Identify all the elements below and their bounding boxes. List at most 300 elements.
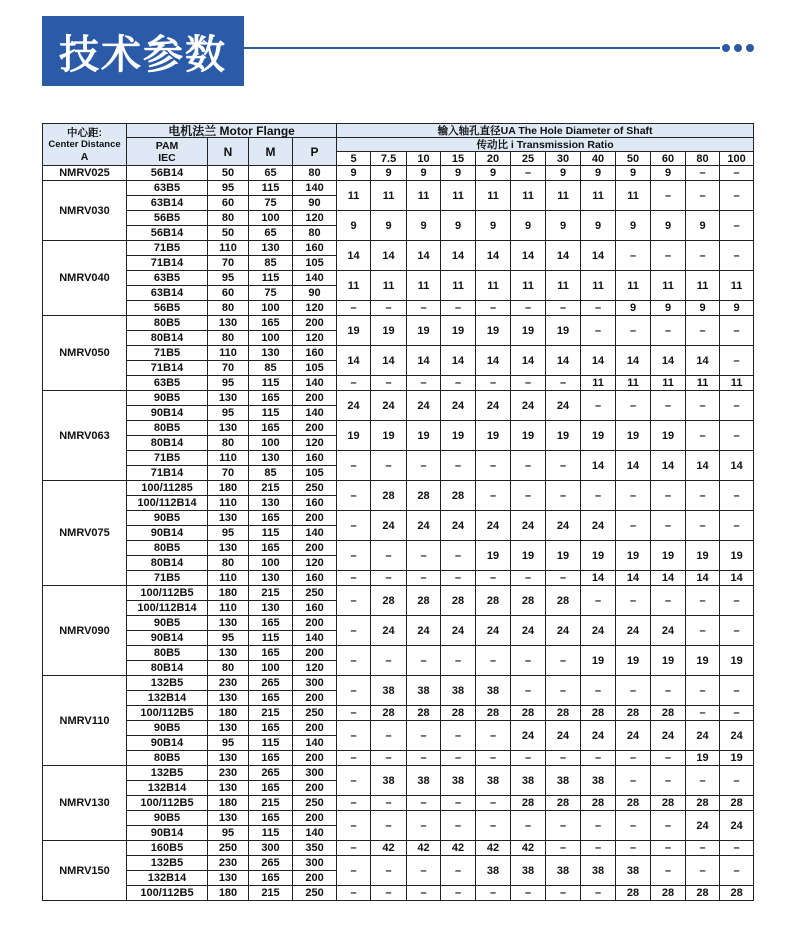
shaft-diameter-cell: 28: [371, 706, 407, 721]
shaft-diameter-cell: –: [337, 706, 371, 721]
shaft-diameter-cell: –: [651, 391, 686, 421]
shaft-diameter-cell: –: [337, 511, 371, 541]
shaft-diameter-cell: 24: [511, 391, 546, 421]
shaft-diameter-cell: –: [581, 481, 616, 511]
shaft-diameter-cell: –: [337, 586, 371, 616]
shaft-diameter-cell: 38: [546, 766, 581, 796]
dot-icon: [734, 44, 742, 52]
p-cell: 200: [293, 511, 337, 526]
m-cell: 130: [249, 571, 293, 586]
ratio-header-cell: 7.5: [371, 152, 407, 166]
n-cell: 95: [208, 736, 249, 751]
shaft-diameter-cell: –: [407, 376, 441, 391]
shaft-diameter-cell: –: [616, 841, 651, 856]
n-cell: 130: [208, 871, 249, 886]
shaft-diameter-cell: 24: [581, 616, 616, 646]
shaft-diameter-cell: –: [337, 646, 371, 676]
flange-cell: 132B5: [127, 676, 208, 691]
ratio-header-cell: 80: [686, 152, 720, 166]
m-cell: 215: [249, 481, 293, 496]
n-cell: 95: [208, 406, 249, 421]
p-cell: 200: [293, 391, 337, 406]
shaft-diameter-cell: –: [720, 316, 754, 346]
m-cell: 100: [249, 661, 293, 676]
model-cell: NMRV110: [43, 676, 127, 766]
shaft-diameter-cell: –: [720, 391, 754, 421]
shaft-diameter-cell: 28: [441, 586, 476, 616]
n-cell: 130: [208, 781, 249, 796]
shaft-diameter-cell: –: [651, 841, 686, 856]
m-cell: 85: [249, 361, 293, 376]
header-row: [43, 138, 754, 152]
shaft-diameter-cell: 19: [511, 541, 546, 571]
model-cell: NMRV150: [43, 841, 127, 901]
m-cell: 65: [249, 166, 293, 181]
shaft-diameter-cell: 11: [407, 271, 441, 301]
table-row: [43, 316, 754, 331]
m-cell: 115: [249, 376, 293, 391]
shaft-diameter-cell: 24: [407, 511, 441, 541]
shaft-diameter-cell: –: [371, 301, 407, 316]
shaft-diameter-cell: 42: [407, 841, 441, 856]
n-cell: 130: [208, 421, 249, 436]
flange-cell: 90B5: [127, 511, 208, 526]
n-cell: 180: [208, 706, 249, 721]
p-cell: 120: [293, 556, 337, 571]
shaft-diameter-cell: 28: [686, 886, 720, 901]
p-cell: 80: [293, 226, 337, 241]
n-cell: 230: [208, 676, 249, 691]
m-cell: 265: [249, 676, 293, 691]
shaft-diameter-cell: –: [337, 376, 371, 391]
shaft-diameter-cell: –: [476, 481, 511, 511]
shaft-diameter-cell: –: [546, 811, 581, 841]
shaft-diameter-cell: 14: [581, 241, 616, 271]
n-cell: 50: [208, 226, 249, 241]
p-cell: 120: [293, 661, 337, 676]
shaft-diameter-cell: 24: [686, 811, 720, 841]
shaft-diameter-cell: –: [651, 676, 686, 706]
shaft-diameter-cell: 38: [476, 766, 511, 796]
m-cell: 130: [249, 496, 293, 511]
table-row: [43, 346, 754, 361]
shaft-diameter-cell: –: [371, 721, 407, 751]
shaft-diameter-cell: –: [616, 511, 651, 541]
shaft-diameter-cell: 24: [686, 721, 720, 751]
shaft-diameter-cell: –: [407, 301, 441, 316]
shaft-diameter-cell: 11: [441, 181, 476, 211]
shaft-diameter-cell: –: [651, 856, 686, 886]
shaft-diameter-cell: 38: [546, 856, 581, 886]
shaft-diameter-cell: 28: [546, 586, 581, 616]
shaft-diameter-cell: 14: [686, 451, 720, 481]
shaft-diameter-cell: –: [686, 166, 720, 181]
m-cell: 100: [249, 211, 293, 226]
flange-cell: 71B14: [127, 466, 208, 481]
table-row: [43, 391, 754, 406]
n-cell: 80: [208, 661, 249, 676]
dot-icon: [722, 44, 730, 52]
shaft-diameter-cell: 11: [720, 376, 754, 391]
table-row: [43, 571, 754, 586]
flange-cell: 80B5: [127, 751, 208, 766]
n-cell: 95: [208, 181, 249, 196]
flange-cell: 132B14: [127, 691, 208, 706]
flange-cell: 90B14: [127, 526, 208, 541]
p-cell: 90: [293, 196, 337, 211]
shaft-diameter-cell: 14: [476, 241, 511, 271]
p-cell: 105: [293, 361, 337, 376]
p-cell: 300: [293, 856, 337, 871]
p-cell: 140: [293, 826, 337, 841]
shaft-diameter-cell: 14: [546, 346, 581, 376]
m-cell: 165: [249, 691, 293, 706]
m-cell: 215: [249, 706, 293, 721]
shaft-diameter-cell: 28: [720, 886, 754, 901]
p-cell: 80: [293, 166, 337, 181]
shaft-diameter-cell: 14: [407, 346, 441, 376]
shaft-diameter-cell: –: [337, 571, 371, 586]
shaft-diameter-cell: 19: [581, 646, 616, 676]
table-row: [43, 421, 754, 436]
n-cell: 110: [208, 601, 249, 616]
model-cell: NMRV090: [43, 586, 127, 676]
shaft-diameter-cell: –: [337, 451, 371, 481]
flange-cell: 90B14: [127, 631, 208, 646]
shaft-diameter-cell: –: [581, 886, 616, 901]
shaft-diameter-cell: 11: [511, 271, 546, 301]
shaft-diameter-cell: –: [720, 211, 754, 241]
shaft-diameter-cell: –: [616, 751, 651, 766]
shaft-diameter-cell: –: [511, 811, 546, 841]
header-pam-iec: PAM IEC: [127, 138, 208, 166]
p-cell: 140: [293, 526, 337, 541]
shaft-diameter-cell: –: [371, 796, 407, 811]
shaft-diameter-cell: 14: [371, 346, 407, 376]
model-cell: NMRV040: [43, 241, 127, 316]
shaft-diameter-cell: –: [337, 796, 371, 811]
n-cell: 80: [208, 331, 249, 346]
shaft-diameter-cell: 14: [651, 346, 686, 376]
shaft-diameter-cell: –: [371, 751, 407, 766]
shaft-diameter-cell: 19: [546, 541, 581, 571]
shaft-diameter-cell: 19: [651, 541, 686, 571]
flange-cell: 63B5: [127, 376, 208, 391]
n-cell: 60: [208, 286, 249, 301]
shaft-diameter-cell: –: [581, 751, 616, 766]
flange-cell: 100/112B14: [127, 601, 208, 616]
shaft-diameter-cell: 24: [546, 721, 581, 751]
model-cell: NMRV063: [43, 391, 127, 481]
p-cell: 160: [293, 601, 337, 616]
n-cell: 130: [208, 751, 249, 766]
n-cell: 130: [208, 541, 249, 556]
shaft-diameter-cell: 38: [441, 766, 476, 796]
shaft-diameter-cell: –: [511, 451, 546, 481]
shaft-diameter-cell: 28: [476, 706, 511, 721]
shaft-diameter-cell: 24: [651, 721, 686, 751]
shaft-diameter-cell: 24: [476, 391, 511, 421]
table-row: [43, 241, 754, 256]
p-cell: 200: [293, 811, 337, 826]
header-m: M: [249, 138, 293, 166]
shaft-diameter-cell: 11: [581, 376, 616, 391]
shaft-diameter-cell: 9: [686, 301, 720, 316]
flange-cell: 80B14: [127, 556, 208, 571]
shaft-diameter-cell: –: [686, 421, 720, 451]
shaft-diameter-cell: 11: [371, 181, 407, 211]
header-p: P: [293, 138, 337, 166]
shaft-diameter-cell: 28: [407, 481, 441, 511]
m-cell: 130: [249, 451, 293, 466]
shaft-diameter-cell: –: [686, 586, 720, 616]
shaft-diameter-cell: 42: [371, 841, 407, 856]
n-cell: 180: [208, 886, 249, 901]
shaft-diameter-cell: 38: [371, 676, 407, 706]
shaft-diameter-cell: 14: [616, 571, 651, 586]
table-row: [43, 706, 754, 721]
spec-table: [42, 123, 754, 901]
p-cell: 140: [293, 376, 337, 391]
shaft-diameter-cell: 24: [371, 616, 407, 646]
shaft-diameter-cell: 11: [337, 181, 371, 211]
shaft-diameter-cell: 9: [581, 211, 616, 241]
shaft-diameter-cell: 11: [686, 271, 720, 301]
shaft-diameter-cell: –: [651, 511, 686, 541]
table-row: [43, 166, 754, 181]
shaft-diameter-cell: 24: [407, 391, 441, 421]
flange-cell: 160B5: [127, 841, 208, 856]
m-cell: 65: [249, 226, 293, 241]
shaft-diameter-cell: 28: [720, 796, 754, 811]
shaft-diameter-cell: 19: [616, 646, 651, 676]
table-row: [43, 511, 754, 526]
flange-cell: 90B5: [127, 721, 208, 736]
shaft-diameter-cell: 14: [616, 346, 651, 376]
shaft-diameter-cell: 38: [616, 856, 651, 886]
flange-cell: 90B5: [127, 616, 208, 631]
shaft-diameter-cell: –: [686, 241, 720, 271]
shaft-diameter-cell: 24: [407, 616, 441, 646]
shaft-diameter-cell: –: [616, 586, 651, 616]
shaft-diameter-cell: –: [337, 841, 371, 856]
shaft-diameter-cell: –: [720, 481, 754, 511]
shaft-diameter-cell: –: [441, 646, 476, 676]
shaft-diameter-cell: 24: [441, 616, 476, 646]
m-cell: 130: [249, 346, 293, 361]
shaft-diameter-cell: –: [686, 391, 720, 421]
n-cell: 130: [208, 316, 249, 331]
shaft-diameter-cell: –: [371, 376, 407, 391]
shaft-diameter-cell: 14: [651, 571, 686, 586]
shaft-diameter-cell: –: [720, 241, 754, 271]
flange-cell: 100/112B5: [127, 796, 208, 811]
flange-cell: 90B5: [127, 391, 208, 406]
flange-cell: 56B14: [127, 226, 208, 241]
flange-cell: 80B14: [127, 436, 208, 451]
shaft-diameter-cell: 9: [546, 211, 581, 241]
shaft-diameter-cell: –: [407, 811, 441, 841]
flange-cell: 71B5: [127, 241, 208, 256]
shaft-diameter-cell: 24: [511, 511, 546, 541]
ratio-header-cell: 25: [511, 152, 546, 166]
n-cell: 50: [208, 166, 249, 181]
shaft-diameter-cell: 38: [441, 676, 476, 706]
shaft-diameter-cell: –: [686, 616, 720, 646]
shaft-diameter-cell: –: [616, 316, 651, 346]
shaft-diameter-cell: 19: [441, 316, 476, 346]
p-cell: 105: [293, 466, 337, 481]
flange-cell: 56B5: [127, 211, 208, 226]
n-cell: 110: [208, 346, 249, 361]
shaft-diameter-cell: 28: [686, 796, 720, 811]
shaft-diameter-cell: 28: [546, 796, 581, 811]
table-row: [43, 181, 754, 196]
ratio-header-cell: 10: [407, 152, 441, 166]
shaft-diameter-cell: –: [371, 451, 407, 481]
m-cell: 115: [249, 271, 293, 286]
p-cell: 200: [293, 421, 337, 436]
m-cell: 165: [249, 811, 293, 826]
shaft-diameter-cell: –: [337, 766, 371, 796]
shaft-diameter-cell: –: [720, 421, 754, 451]
shaft-diameter-cell: 19: [546, 316, 581, 346]
shaft-diameter-cell: –: [651, 811, 686, 841]
shaft-diameter-cell: –: [616, 766, 651, 796]
shaft-diameter-cell: –: [337, 481, 371, 511]
shaft-diameter-cell: 11: [371, 271, 407, 301]
shaft-diameter-cell: –: [720, 346, 754, 376]
shaft-diameter-cell: –: [720, 676, 754, 706]
shaft-diameter-cell: 24: [441, 391, 476, 421]
table-row: [43, 646, 754, 661]
n-cell: 110: [208, 496, 249, 511]
p-cell: 250: [293, 706, 337, 721]
model-cell: NMRV025: [43, 166, 127, 181]
shaft-diameter-cell: 24: [476, 511, 511, 541]
shaft-diameter-cell: –: [476, 811, 511, 841]
table-row: [43, 811, 754, 826]
shaft-diameter-cell: –: [581, 316, 616, 346]
shaft-diameter-cell: 28: [511, 796, 546, 811]
p-cell: 200: [293, 541, 337, 556]
p-cell: 120: [293, 331, 337, 346]
shaft-diameter-cell: –: [581, 811, 616, 841]
shaft-diameter-cell: 14: [511, 346, 546, 376]
shaft-diameter-cell: 9: [651, 301, 686, 316]
shaft-diameter-cell: –: [511, 376, 546, 391]
p-cell: 140: [293, 271, 337, 286]
shaft-diameter-cell: –: [511, 886, 546, 901]
m-cell: 165: [249, 781, 293, 796]
shaft-diameter-cell: 19: [720, 751, 754, 766]
p-cell: 250: [293, 481, 337, 496]
shaft-diameter-cell: 11: [686, 376, 720, 391]
shaft-diameter-cell: –: [686, 511, 720, 541]
shaft-diameter-cell: 24: [546, 511, 581, 541]
shaft-diameter-cell: 28: [511, 586, 546, 616]
m-cell: 85: [249, 466, 293, 481]
shaft-diameter-cell: –: [686, 706, 720, 721]
shaft-diameter-cell: 24: [616, 616, 651, 646]
flange-cell: 56B14: [127, 166, 208, 181]
model-cell: NMRV030: [43, 181, 127, 241]
shaft-diameter-cell: 24: [371, 511, 407, 541]
n-cell: 95: [208, 271, 249, 286]
shaft-diameter-cell: 14: [686, 346, 720, 376]
shaft-diameter-cell: –: [546, 751, 581, 766]
table-row: [43, 616, 754, 631]
shaft-diameter-cell: 24: [651, 616, 686, 646]
p-cell: 250: [293, 886, 337, 901]
shaft-diameter-cell: 24: [616, 721, 651, 751]
shaft-diameter-cell: –: [546, 886, 581, 901]
n-cell: 80: [208, 436, 249, 451]
shaft-diameter-cell: 19: [686, 751, 720, 766]
shaft-diameter-cell: 9: [581, 166, 616, 181]
shaft-diameter-cell: 14: [546, 241, 581, 271]
shaft-diameter-cell: –: [441, 571, 476, 586]
shaft-diameter-cell: 24: [441, 511, 476, 541]
table-row: [43, 586, 754, 601]
shaft-diameter-cell: 24: [546, 391, 581, 421]
shaft-diameter-cell: 14: [720, 451, 754, 481]
shaft-diameter-cell: –: [441, 301, 476, 316]
shaft-diameter-cell: 19: [511, 421, 546, 451]
shaft-diameter-cell: 9: [720, 301, 754, 316]
p-cell: 200: [293, 316, 337, 331]
flange-cell: 132B5: [127, 766, 208, 781]
shaft-diameter-cell: 24: [581, 721, 616, 751]
p-cell: 300: [293, 766, 337, 781]
flange-cell: 80B14: [127, 661, 208, 676]
p-cell: 350: [293, 841, 337, 856]
shaft-diameter-cell: 9: [616, 211, 651, 241]
p-cell: 200: [293, 721, 337, 736]
shaft-diameter-cell: –: [686, 481, 720, 511]
flange-cell: 100/112B5: [127, 886, 208, 901]
shaft-diameter-cell: –: [651, 241, 686, 271]
flange-cell: 71B14: [127, 361, 208, 376]
n-cell: 180: [208, 796, 249, 811]
model-cell: NMRV130: [43, 766, 127, 841]
m-cell: 165: [249, 421, 293, 436]
n-cell: 80: [208, 301, 249, 316]
table-row: [43, 676, 754, 691]
shaft-diameter-cell: 28: [511, 706, 546, 721]
shaft-diameter-cell: –: [337, 886, 371, 901]
shaft-diameter-cell: –: [616, 811, 651, 841]
shaft-diameter-cell: 19: [371, 316, 407, 346]
shaft-diameter-cell: 11: [511, 181, 546, 211]
shaft-diameter-cell: –: [581, 676, 616, 706]
shaft-diameter-cell: 19: [581, 421, 616, 451]
flange-cell: 63B14: [127, 286, 208, 301]
shaft-diameter-cell: –: [720, 706, 754, 721]
shaft-diameter-cell: –: [720, 856, 754, 886]
n-cell: 80: [208, 211, 249, 226]
p-cell: 200: [293, 646, 337, 661]
shaft-diameter-cell: 28: [616, 706, 651, 721]
p-cell: 200: [293, 781, 337, 796]
shaft-diameter-cell: 11: [616, 181, 651, 211]
shaft-diameter-cell: 9: [441, 211, 476, 241]
shaft-diameter-cell: –: [441, 796, 476, 811]
shaft-diameter-cell: 11: [476, 271, 511, 301]
p-cell: 140: [293, 406, 337, 421]
shaft-diameter-cell: 19: [651, 646, 686, 676]
shaft-diameter-cell: 19: [476, 421, 511, 451]
